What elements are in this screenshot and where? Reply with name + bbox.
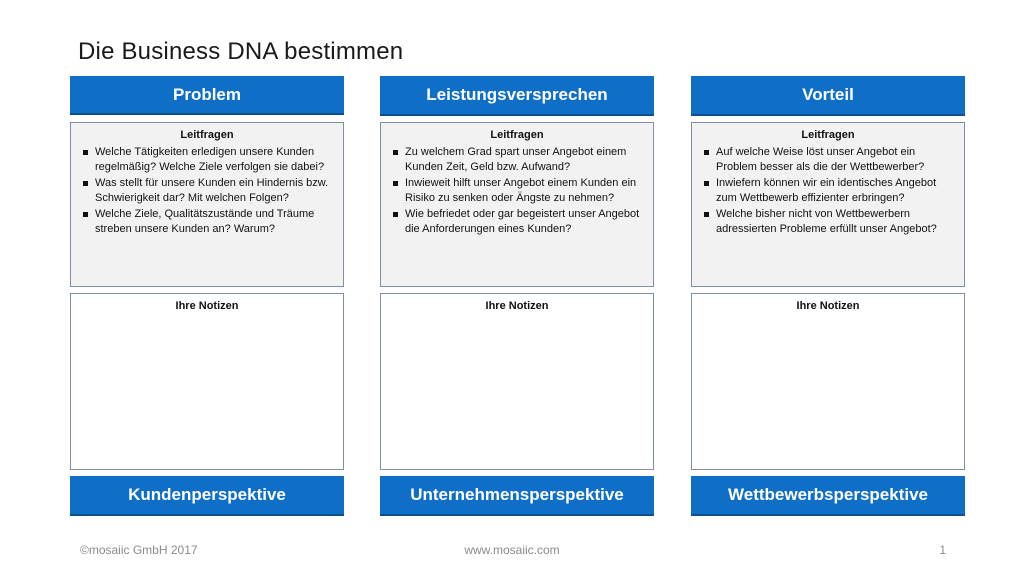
question-item: Welche bisher nicht von Wettbewerbern adressierten Probleme erfüllt unser Angebot? xyxy=(716,207,956,238)
notes-box[interactable] xyxy=(691,293,965,470)
page-number: 1 xyxy=(939,543,946,557)
copyright: ©mosaiic GmbH 2017 xyxy=(80,543,198,557)
question-item: Inwieweit hilft unser Angebot einem Kunden ein Risiko zu senken oder Ängste zu nehmen? xyxy=(405,176,645,207)
question-list xyxy=(700,145,956,238)
leitfragen-box xyxy=(691,122,965,287)
column-header: Problem xyxy=(70,76,344,115)
notes-box[interactable] xyxy=(70,293,344,470)
question-item: Zu welchem Grad spart unser Angebot einem Kunden Zeit, Geld bzw. Aufwand? xyxy=(405,145,645,176)
leitfragen-label: Leitfragen xyxy=(490,129,544,141)
column-footer: Unternehmensperspektive xyxy=(380,476,654,516)
leitfragen-label: Leitfragen xyxy=(801,129,855,141)
leitfragen-box xyxy=(70,122,344,287)
website-link[interactable]: www.mosaiic.com xyxy=(464,543,560,557)
question-item: Was stellt für unsere Kunden ein Hindernis bzw. Schwierigkeit dar? Mit welchen Folgen? xyxy=(95,176,335,207)
question-item: Welche Tätigkeiten erledigen unsere Kunden regelmäßig? Welche Ziele verfolgen sie dabei? xyxy=(95,145,335,176)
notes-label: Ihre Notizen xyxy=(485,300,549,312)
slide-title: Die Business DNA bestimmen xyxy=(78,38,404,65)
notes-label: Ihre Notizen xyxy=(175,300,239,312)
question-item: Inwiefern können wir ein identisches Angebot zum Wettbewerb effizienter erbringen? xyxy=(716,176,956,207)
question-item: Auf welche Weise löst unser Angebot ein Problem besser als die der Wettbewerber? xyxy=(716,145,956,176)
question-list xyxy=(79,145,335,238)
notes-box[interactable] xyxy=(380,293,654,470)
leitfragen-box xyxy=(380,122,654,287)
question-list xyxy=(389,145,645,238)
leitfragen-label: Leitfragen xyxy=(180,129,234,141)
notes-label: Ihre Notizen xyxy=(796,300,860,312)
column-header: Leistungsversprechen xyxy=(380,76,654,116)
column-header: Vorteil xyxy=(691,76,965,116)
question-item: Welche Ziele, Qualitätszustände und Träume streben unsere Kunden an? Warum? xyxy=(95,207,335,238)
column-footer: Wettbewerbsperspektive xyxy=(691,476,965,516)
column-footer: Kundenperspektive xyxy=(70,476,344,516)
question-item: Wie befriedet oder gar begeistert unser Angebot die Anforderungen eines Kunden? xyxy=(405,207,645,238)
